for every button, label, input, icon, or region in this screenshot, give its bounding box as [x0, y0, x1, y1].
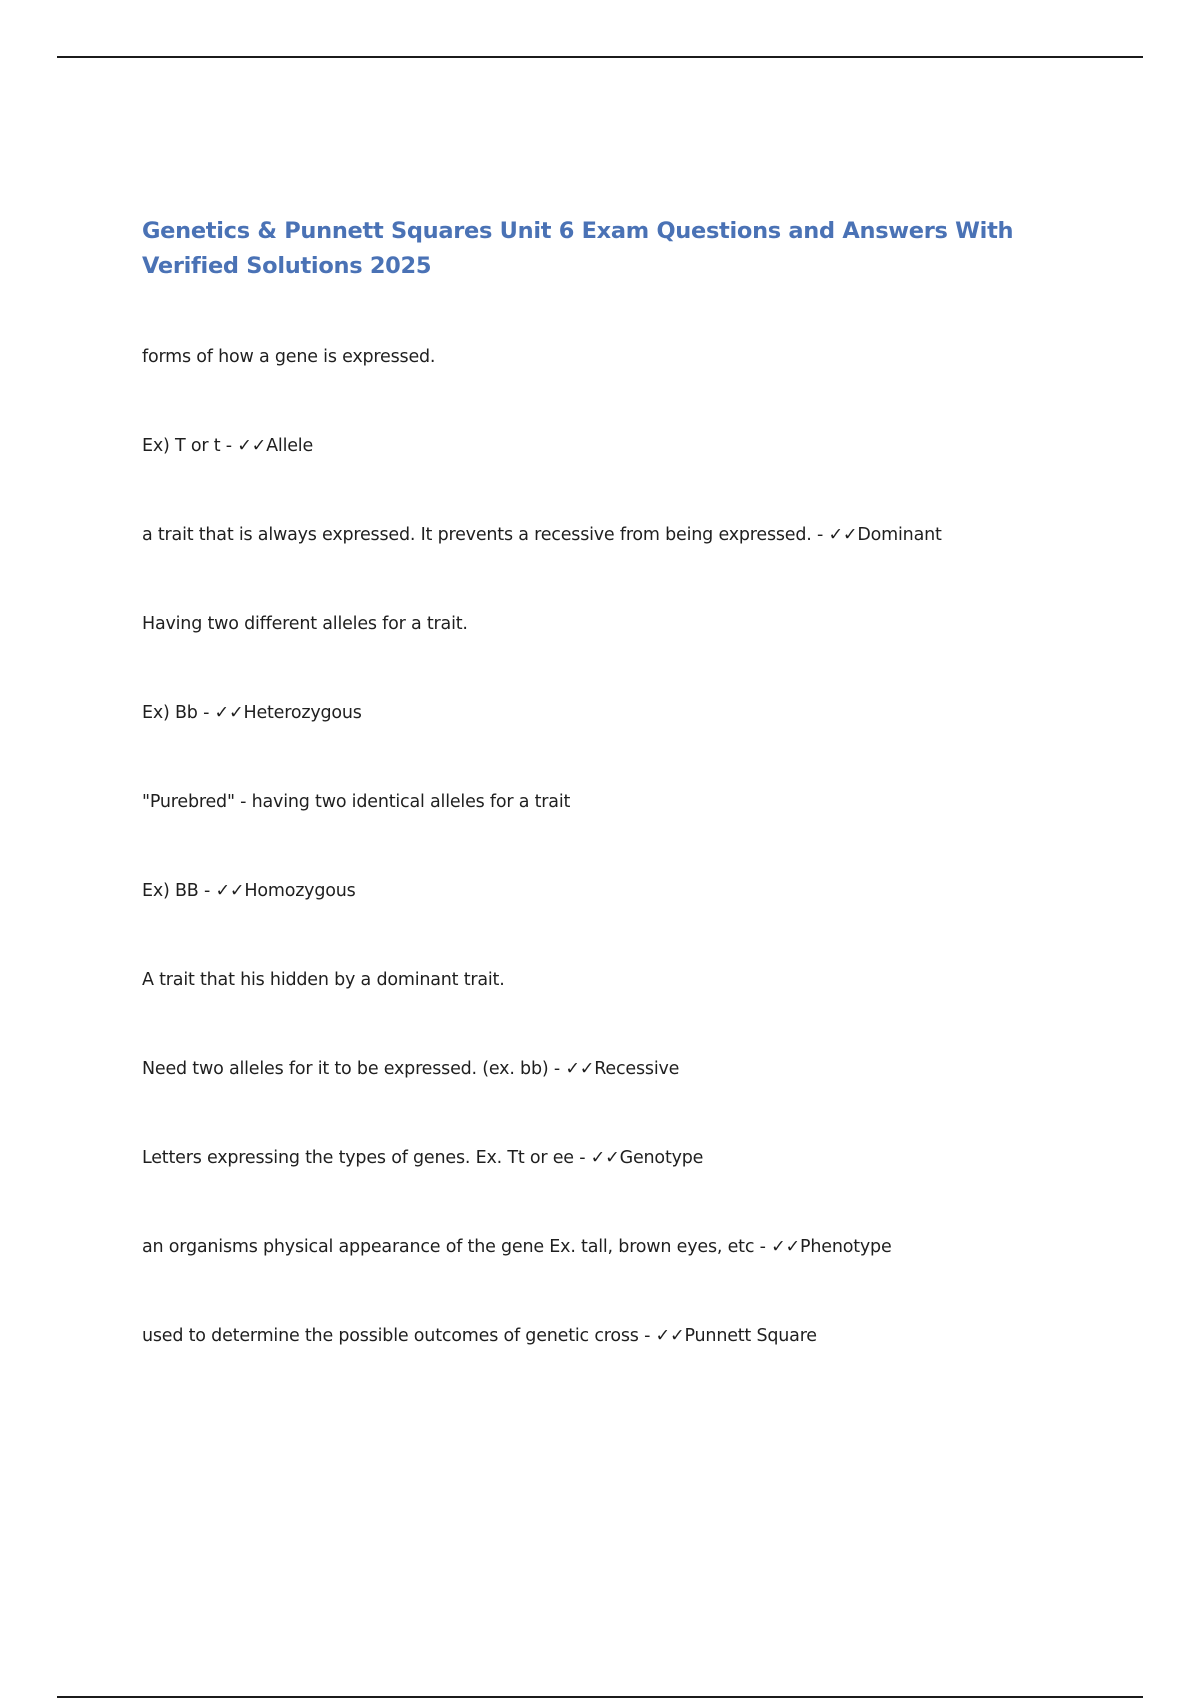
qa-line-homozygous-definition: "Purebred" - having two identical alleles for a trait — [142, 792, 571, 812]
qa-line-homozygous-answer: Ex) BB - ✓✓Homozygous — [142, 881, 356, 901]
qa-line-recessive-answer: Need two alleles for it to be expressed. (ex. bb) - ✓✓Recessive — [142, 1059, 680, 1079]
qa-line-punnett-square: used to determine the possible outcomes of genetic cross - ✓✓Punnett Square — [142, 1326, 817, 1346]
qa-line-dominant: a trait that is always expressed. It prevents a recessive from being expressed. - ✓✓Dominant — [142, 525, 942, 545]
top-horizontal-rule — [57, 56, 1143, 58]
document-body — [142, 214, 1082, 1347]
qa-line-heterozygous-definition: Having two different alleles for a trait. — [142, 614, 468, 634]
qa-line-heterozygous-answer: Ex) Bb - ✓✓Heterozygous — [142, 703, 362, 723]
qa-line-genotype: Letters expressing the types of genes. Ex. Tt or ee - ✓✓Genotype — [142, 1148, 704, 1168]
qa-line-recessive-definition: A trait that his hidden by a dominant trait. — [142, 970, 505, 990]
qa-line-allele-answer: Ex) T or t - ✓✓Allele — [142, 436, 314, 456]
bottom-horizontal-rule — [57, 1696, 1143, 1698]
qa-line-phenotype: an organisms physical appearance of the gene Ex. tall, brown eyes, etc - ✓✓Phenotype — [142, 1237, 892, 1257]
qa-line-allele-definition: forms of how a gene is expressed. — [142, 347, 436, 367]
document-title: Genetics & Punnett Squares Unit 6 Exam Questions and Answers With Verified Solutions 2025 — [142, 218, 1014, 279]
